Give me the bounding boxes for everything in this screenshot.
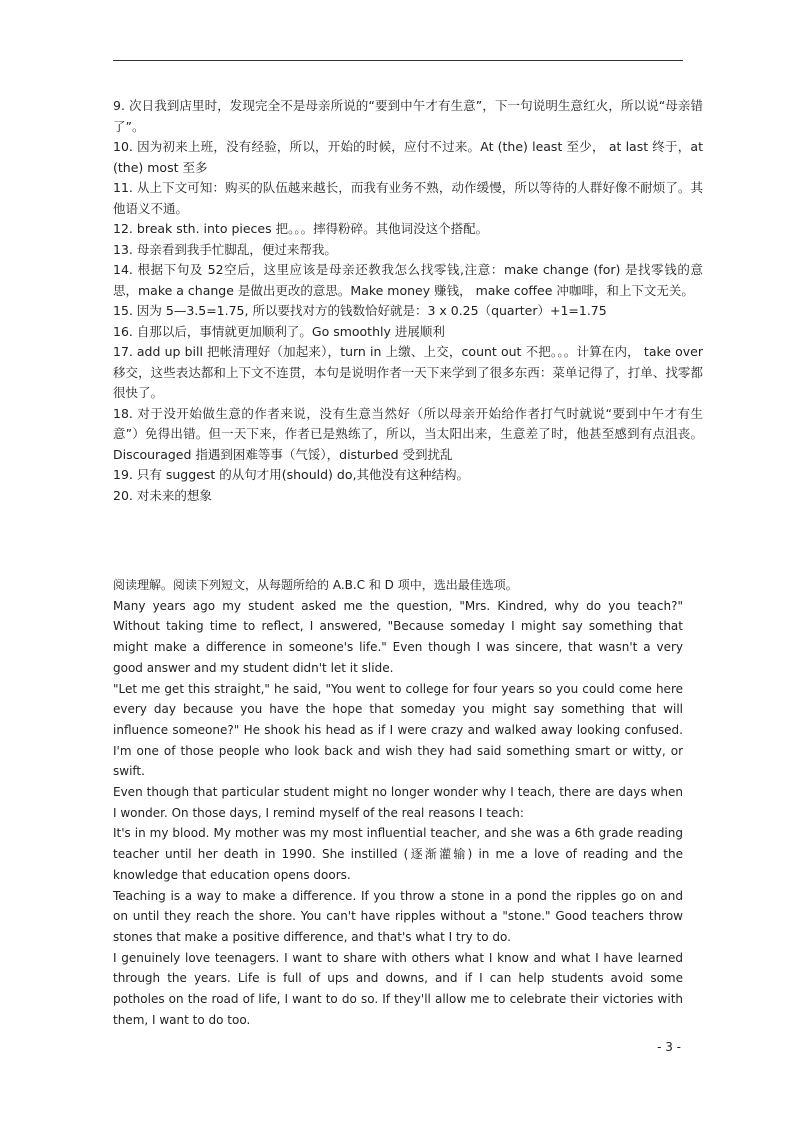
note-item: 11. 从上下文可知：购买的队伍越来越长，而我有业务不熟，动作缓慢，所以等待的人群好像不耐烦了。其他语义不通。 xyxy=(113,180,703,216)
note-item: 15. 因为 5—3.5=1.75, 所以要找对方的钱数恰好就是：3 x 0.25（quarter）+1=1.75 xyxy=(113,303,607,318)
reading-instruction: 阅读理解。阅读下列短文，从每题所给的 A.B.C 和 D 项中，选出最佳选项。 xyxy=(113,578,518,592)
reading-paragraph: Many years ago my student asked me the question, "Mrs. Kindred, why do you teach?" Without taking time to reflect, I answered, "Because someday I might say something that might make a difference in someone's life." Even though I was sincere, that wasn't a very good answer and my student didn't let it slide. xyxy=(113,598,683,675)
reading-paragraph: Even though that particular student might no longer wonder why I teach, there are days when I wonder. On those days, I remind myself of the real reasons I teach: xyxy=(113,785,683,820)
note-item: 19. 只有 suggest 的从句才用(should) do,其他没有这种结构。 xyxy=(113,467,469,482)
reading-paragraph: It's in my blood. My mother was my most influential teacher, and she was a 6th grade reading teacher until her death in 1990. She instilled (逐渐灌输) in me a love of reading and the knowledge that education opens doors. xyxy=(113,826,683,882)
note-item: 20. 对未来的想象 xyxy=(113,487,212,503)
note-item: 17. add up bill 把帐清理好（加起来），turn in 上缴、上交，count out 不把。。。计算在内， take over 移交，这些表达都和上下文不连贯，本句是说明作者一天下来学到了很多东西：菜单记得了，打单、找零都很快了。 xyxy=(113,344,703,400)
reading-paragraph: "Let me get this straight," he said, "You went to college for four years so you could come here every day because you have the hope that someday you might say something that will influence someone?" He shook his head as if I were crazy and walked away looking confused. I'm one of those people who look back and wish they had said something smart or witty, or swift. xyxy=(113,681,683,779)
reading-paragraph: I genuinely love teenagers. I want to share with others what I know and what I have learned through the years. Life is full of ups and downs, and if I can help students avoid some potholes on the road of life, I want to do so. If they'll allow me to celebrate their victories with them, I want to do too. xyxy=(113,950,683,1027)
note-item: 16. 自那以后，事情就更加顺利了。Go smoothly 进展顺利 xyxy=(113,323,445,339)
note-item: 13. 母亲看到我手忙脚乱，便过来帮我。 xyxy=(113,241,337,257)
reading-paragraph: Teaching is a way to make a difference. If you throw a stone in a pond the ripples go on and on until they reach the shore. You can't have ripples without a "stone." Good teachers throw stones that make a positive difference, and that's what I try to do. xyxy=(113,888,683,944)
note-item: 14. 根据下句及 52空后，这里应该是母亲还教我怎么找零钱,注意：make change (for) 是找零钱的意思，make a change 是做出更改的意思。Make money 赚钱， make coffee 冲咖啡，和上下文无关。 xyxy=(113,262,703,298)
note-item: 9. 次日我到店里时，发现完全不是母亲所说的“要到中午才有生意”，下一句说明生意红火，所以说“母亲错了”。 xyxy=(113,98,703,134)
note-item: 12. break sth. into pieces 把。。。摔得粉碎。其他词没这个搭配。 xyxy=(113,221,489,236)
page-number: - 3 - xyxy=(657,1040,681,1054)
header-rule xyxy=(113,60,683,61)
note-item: 18. 对于没开始做生意的作者来说，没有生意当然好（所以母亲开始给作者打气时就说“要到中午才有生意”）免得出错。但一天下来，作者已是熟练了，所以，当太阳出来，生意差了时，他甚至感到有点沮丧。Discouraged 指遇到困难等事（气馁），disturbed 受到扰乱 xyxy=(113,405,703,462)
note-item: 10. 因为初来上班，没有经验，所以，开始的时候，应付不过来。At (the) least 至少， at last 终于，at (the) most 至多 xyxy=(113,139,703,175)
reading-section xyxy=(113,575,683,1030)
answer-notes xyxy=(113,96,703,506)
